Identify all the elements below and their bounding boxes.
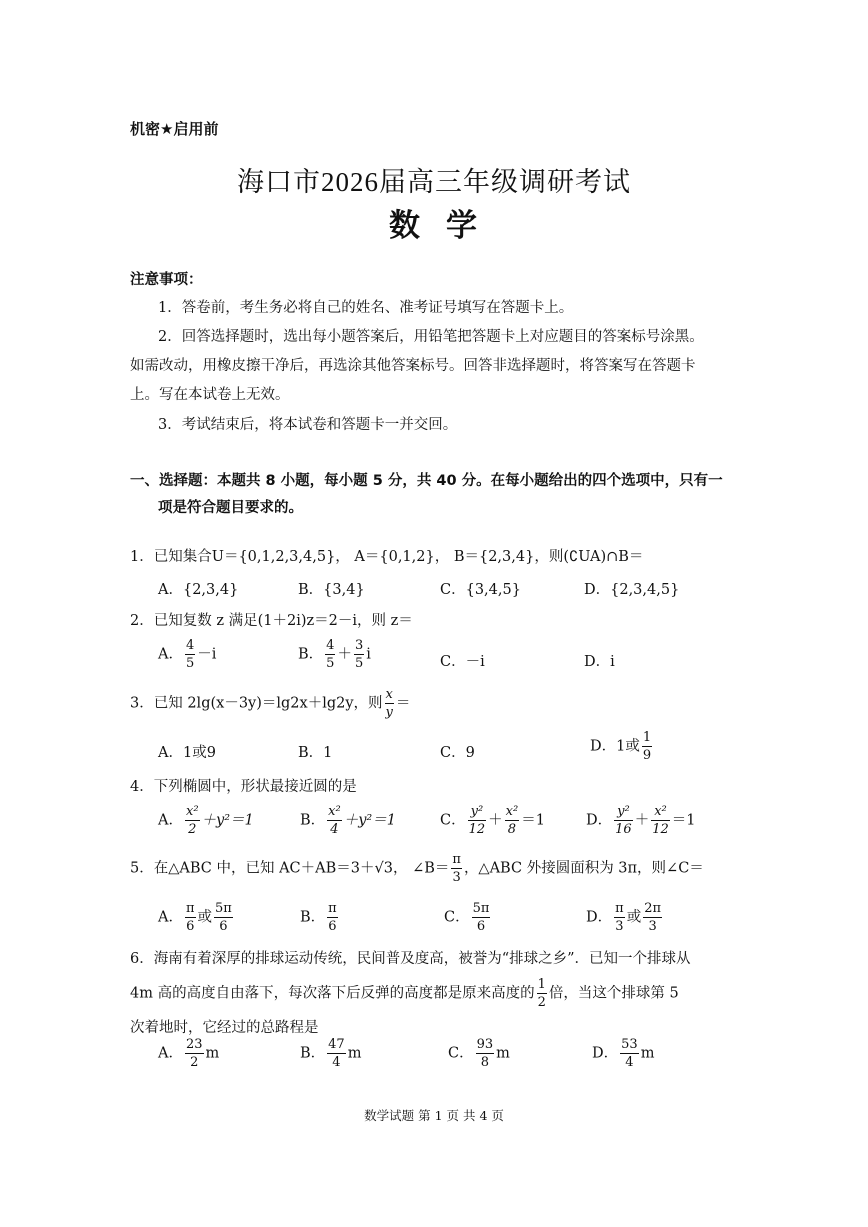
notice-item-2-cont1: 如需改动，用橡皮擦干净后，再选涂其他答案标号。回答非选择题时，将答案写在答题卡	[130, 358, 696, 374]
q4-b-fraction: $\frac{\text{x²}}{4}$	[328, 804, 341, 837]
q4-d-fraction-2: $\frac{\text{x²}}{12}$	[652, 804, 669, 837]
q4-a-fraction: $\frac{\text{x²}}{2}$	[185, 804, 199, 837]
q5-b-fraction: $\frac{\pi}{6}$	[328, 901, 337, 934]
q2-option-c: C．－i	[440, 654, 485, 670]
q1-option-a: A．{2,3,4}	[158, 582, 239, 598]
q3-option-c: C．9	[440, 745, 475, 761]
confidential-mark: 机密★启用前	[130, 120, 219, 138]
q2-option-b-label: B．	[298, 646, 324, 663]
q6-option-d: D． $\frac{53}{4}$ m	[592, 1037, 655, 1070]
q2-option-a: A． $\frac{4}{5}$ －i	[158, 638, 217, 671]
question-5-stem: 5．在△ABC 中，已知 AC＋AB＝3＋√3， ∠B＝ $\frac{\pi}{3}$ ，△ABC 外接圆面积为 3π，则∠C＝	[130, 852, 704, 885]
exam-title: 海口市2026届高三年级调研考试	[237, 167, 631, 197]
question-3-stem: 3．已知 2lg(x－3y)＝lg2x＋lg2y，则 $\frac{x}{y}$ ＝	[130, 687, 411, 720]
q5-d-fraction-1: $\frac{\pi}{3}$	[615, 901, 624, 934]
question-6-line3: 次着地时，它经过的总路程是	[130, 1020, 319, 1036]
q3-option-b: B．1	[298, 745, 333, 761]
q5-option-a: A． $\frac{\pi}{6}$ 或 $\frac{5\pi}{6}$	[158, 901, 232, 934]
q4-option-d: D． $\frac{\text{y²}}{16}$ ＋ $\frac{\text{x²}}{12}$ ＝1	[586, 804, 696, 837]
question-2-stem: 2．已知复数 z 满足(1＋2i)z＝2－i，则 z＝	[130, 613, 413, 629]
question-6-line2: 4m 高的高度自由落下，每次落下后反弹的高度都是原来高度的 $\frac{1}{2}$ 倍，当这个排球第 5	[130, 977, 679, 1010]
q2-option-d: D．i	[584, 654, 615, 670]
q5-d-fraction-2: $\frac{2\pi}{3}$	[644, 901, 662, 934]
notice-item-3: 3．考试结束后，将本试卷和答题卡一并交回。	[158, 417, 458, 433]
q6-c-fraction: $\frac{93}{8}$	[476, 1037, 494, 1070]
q4-c-fraction-2: $\frac{\text{x²}}{8}$	[505, 804, 519, 837]
q3-option-a: A．1或9	[158, 745, 216, 761]
q2-b-fraction-2: $\frac{3}{5}$	[354, 638, 364, 671]
subject-title: 数学	[389, 208, 503, 244]
q3-option-d: D．1或 $\frac{1}{9}$	[590, 730, 652, 763]
q5-option-c: C． $\frac{5\pi}{6}$	[444, 901, 490, 934]
q5-a-fraction-2: $\frac{5\pi}{6}$	[215, 901, 232, 934]
section-heading-line2: 项是符合题目要求的。	[158, 500, 303, 516]
section-heading-line1: 一、选择题：本题共 8 小题，每小题 5 分，共 40 分。在每小题给出的四个选项中，只有一	[130, 473, 723, 489]
q2-option-b: B． $\frac{4}{5}$ ＋ $\frac{3}{5}$ i	[298, 638, 371, 671]
q2-option-a-label: A．	[158, 646, 183, 663]
notice-item-2: 2．回答选择题时，选出每小题答案后，用铅笔把答题卡上对应题目的答案标号涂黑。	[158, 329, 704, 345]
q1-option-b: B．{3,4}	[298, 582, 365, 598]
notice-item-2-cont2: 上。写在本试卷上无效。	[130, 387, 290, 403]
q4-option-b: B． $\frac{\text{x²}}{4}$ ＋y²＝1	[300, 804, 396, 837]
q6-d-fraction: $\frac{53}{4}$	[621, 1037, 638, 1070]
q6-b-fraction: $\frac{47}{4}$	[328, 1037, 345, 1070]
notice-item-1: 1．答卷前，考生务必将自己的姓名、准考证号填写在答题卡上。	[158, 300, 574, 316]
q3-stem-fraction: $\frac{x}{y}$	[385, 687, 393, 720]
q5-stem-fraction: $\frac{\pi}{3}$	[452, 852, 461, 885]
q6-a-fraction: $\frac{23}{2}$	[185, 1037, 203, 1070]
q6-option-c: C． $\frac{93}{8}$ m	[448, 1037, 510, 1070]
notice-heading: 注意事项：	[130, 272, 203, 288]
q1-option-c: C．{3,4,5}	[440, 582, 521, 598]
question-4-stem: 4．下列椭圆中，形状最接近圆的是	[130, 779, 357, 795]
q6-option-a: A． $\frac{23}{2}$ m	[158, 1037, 220, 1070]
q4-c-fraction-1: $\frac{\text{y²}}{12}$	[468, 804, 486, 837]
question-6-line1: 6．海南有着深厚的排球运动传统，民间普及度高，被誉为“排球之乡”．已知一个排球从	[130, 951, 691, 967]
q5-a-fraction-1: $\frac{\pi}{6}$	[185, 901, 195, 934]
page-footer: 数学试题 第 1 页 共 4 页	[364, 1108, 504, 1123]
q1-option-d: D．{2,3,4,5}	[584, 582, 680, 598]
q2-a-fraction: $\frac{4}{5}$	[185, 638, 195, 671]
q2-b-fraction-1: $\frac{4}{5}$	[326, 638, 335, 671]
q3-d-fraction: $\frac{1}{9}$	[642, 730, 652, 763]
q5-c-fraction: $\frac{5\pi}{6}$	[472, 901, 490, 934]
q5-option-b: B． $\frac{\pi}{6}$	[300, 901, 337, 934]
q4-d-fraction-1: $\frac{\text{y²}}{16}$	[615, 804, 632, 837]
q4-option-a: A． $\frac{\text{x²}}{2}$ ＋y²＝1	[158, 804, 254, 837]
question-1-stem: 1．已知集合U＝{0,1,2,3,4,5}， A＝{0,1,2}， B＝{2,3,4}，则(∁UA)∩B＝	[130, 549, 644, 565]
q6-option-b: B． $\frac{47}{4}$ m	[300, 1037, 362, 1070]
q6-stem-fraction: $\frac{1}{2}$	[537, 977, 546, 1010]
q5-option-d: D． $\frac{\pi}{3}$ 或 $\frac{2\pi}{3}$	[586, 901, 662, 934]
q4-option-c: C． $\frac{\text{y²}}{12}$ ＋ $\frac{\text{x²}}{8}$ ＝1	[440, 804, 545, 837]
